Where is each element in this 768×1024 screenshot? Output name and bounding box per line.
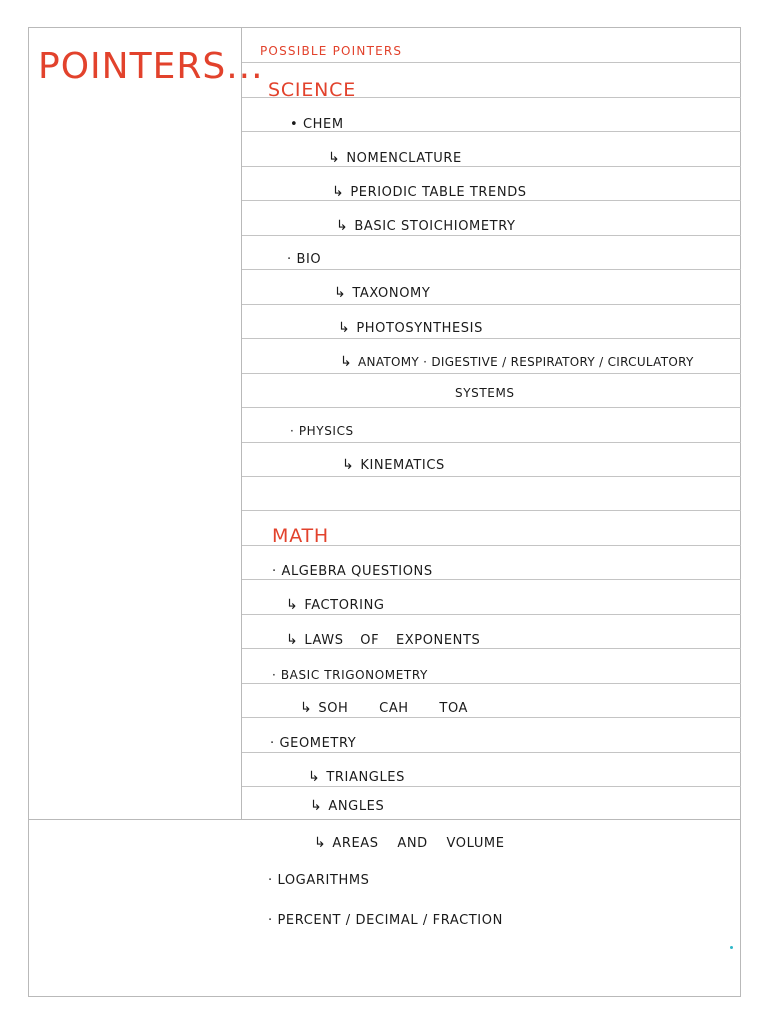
stray-ink-dot: [730, 946, 733, 949]
geometry-item-label: ANGLES: [328, 799, 385, 814]
geometry-item: [314, 835, 505, 851]
bio-item-label: TAXONOMY: [352, 286, 431, 301]
ruled-line: [242, 786, 741, 787]
ruled-line: [242, 269, 741, 270]
chem-item: [336, 218, 516, 234]
physics-item: [342, 457, 445, 473]
ruled-line: [242, 166, 741, 167]
trig-bullet: · BASIC TRIGONOMETRY: [272, 668, 428, 682]
ruled-line: [242, 614, 741, 615]
cue-column-divider: [241, 27, 242, 819]
geometry-item-label: TRIANGLES: [326, 770, 405, 785]
chem-bullet: • CHEM: [290, 117, 344, 132]
logarithms-bullet: · LOGARITHMS: [268, 873, 370, 888]
ruled-line: [242, 648, 741, 649]
notes-heading: POSSIBLE POINTERS: [260, 44, 403, 58]
ruled-line: [242, 579, 741, 580]
algebra-item-label: FACTORING: [304, 598, 385, 613]
arrow-icon: ↳: [328, 150, 341, 166]
bio-item: [338, 320, 483, 336]
ruled-line: [242, 62, 741, 63]
arrow-icon: ↳: [334, 285, 347, 301]
chem-item-label: BASIC STOICHIOMETRY: [354, 219, 516, 234]
geometry-item: [310, 798, 384, 814]
bio-item-label: PHOTOSYNTHESIS: [356, 321, 483, 336]
algebra-item: [286, 632, 480, 648]
ruled-line: [242, 717, 741, 718]
arrow-icon: ↳: [336, 218, 349, 234]
note-page: [28, 27, 741, 997]
arrow-icon: ↳: [308, 769, 321, 785]
ruled-line: [242, 235, 741, 236]
chem-item-label: PERIODIC TABLE TRENDS: [350, 185, 527, 200]
chem-item: [328, 150, 462, 166]
ruled-line: [242, 304, 741, 305]
geometry-item-label: AREAS AND VOLUME: [332, 836, 505, 851]
bio-continuation: SYSTEMS: [455, 386, 515, 400]
ruled-line: [242, 338, 741, 339]
arrow-icon: ↳: [332, 184, 345, 200]
physics-item-label: KINEMATICS: [360, 458, 445, 473]
arrow-icon: ↳: [286, 597, 299, 613]
algebra-item-label: LAWS OF EXPONENTS: [304, 633, 481, 648]
arrow-icon: ↳: [314, 835, 327, 851]
ruled-line: [242, 407, 741, 408]
percent-bullet: · PERCENT / DECIMAL / FRACTION: [268, 913, 503, 928]
chem-item-label: NOMENCLATURE: [346, 151, 462, 166]
arrow-icon: ↳: [286, 632, 299, 648]
bio-item-label: ANATOMY · DIGESTIVE / RESPIRATORY / CIRCULATORY: [358, 355, 694, 369]
physics-bullet: · PHYSICS: [290, 424, 354, 438]
bio-item: [340, 354, 694, 370]
arrow-icon: ↳: [338, 320, 351, 336]
bio-bullet: · BIO: [287, 252, 322, 267]
ruled-line: [242, 476, 741, 477]
arrow-icon: ↳: [300, 700, 313, 716]
math-heading: MATH: [272, 525, 330, 547]
bio-item: [334, 285, 430, 301]
science-heading: SCIENCE: [268, 79, 357, 101]
ruled-line: [242, 752, 741, 753]
trig-item-label: SOH CAH TOA: [318, 701, 469, 716]
algebra-item: [286, 597, 385, 613]
ruled-line: [242, 373, 741, 374]
geometry-item: [308, 769, 405, 785]
chem-item: [332, 184, 527, 200]
ruled-line: [242, 683, 741, 684]
geometry-bullet: · GEOMETRY: [270, 736, 357, 751]
arrow-icon: ↳: [340, 354, 353, 370]
summary-divider: [28, 819, 741, 820]
ruled-line: [242, 200, 741, 201]
cue-title: POINTERS...: [38, 46, 264, 87]
algebra-bullet: · ALGEBRA QUESTIONS: [272, 564, 433, 579]
trig-item: [300, 700, 468, 716]
ruled-line: [242, 510, 741, 511]
arrow-icon: ↳: [342, 457, 355, 473]
ruled-line: [242, 442, 741, 443]
arrow-icon: ↳: [310, 798, 323, 814]
